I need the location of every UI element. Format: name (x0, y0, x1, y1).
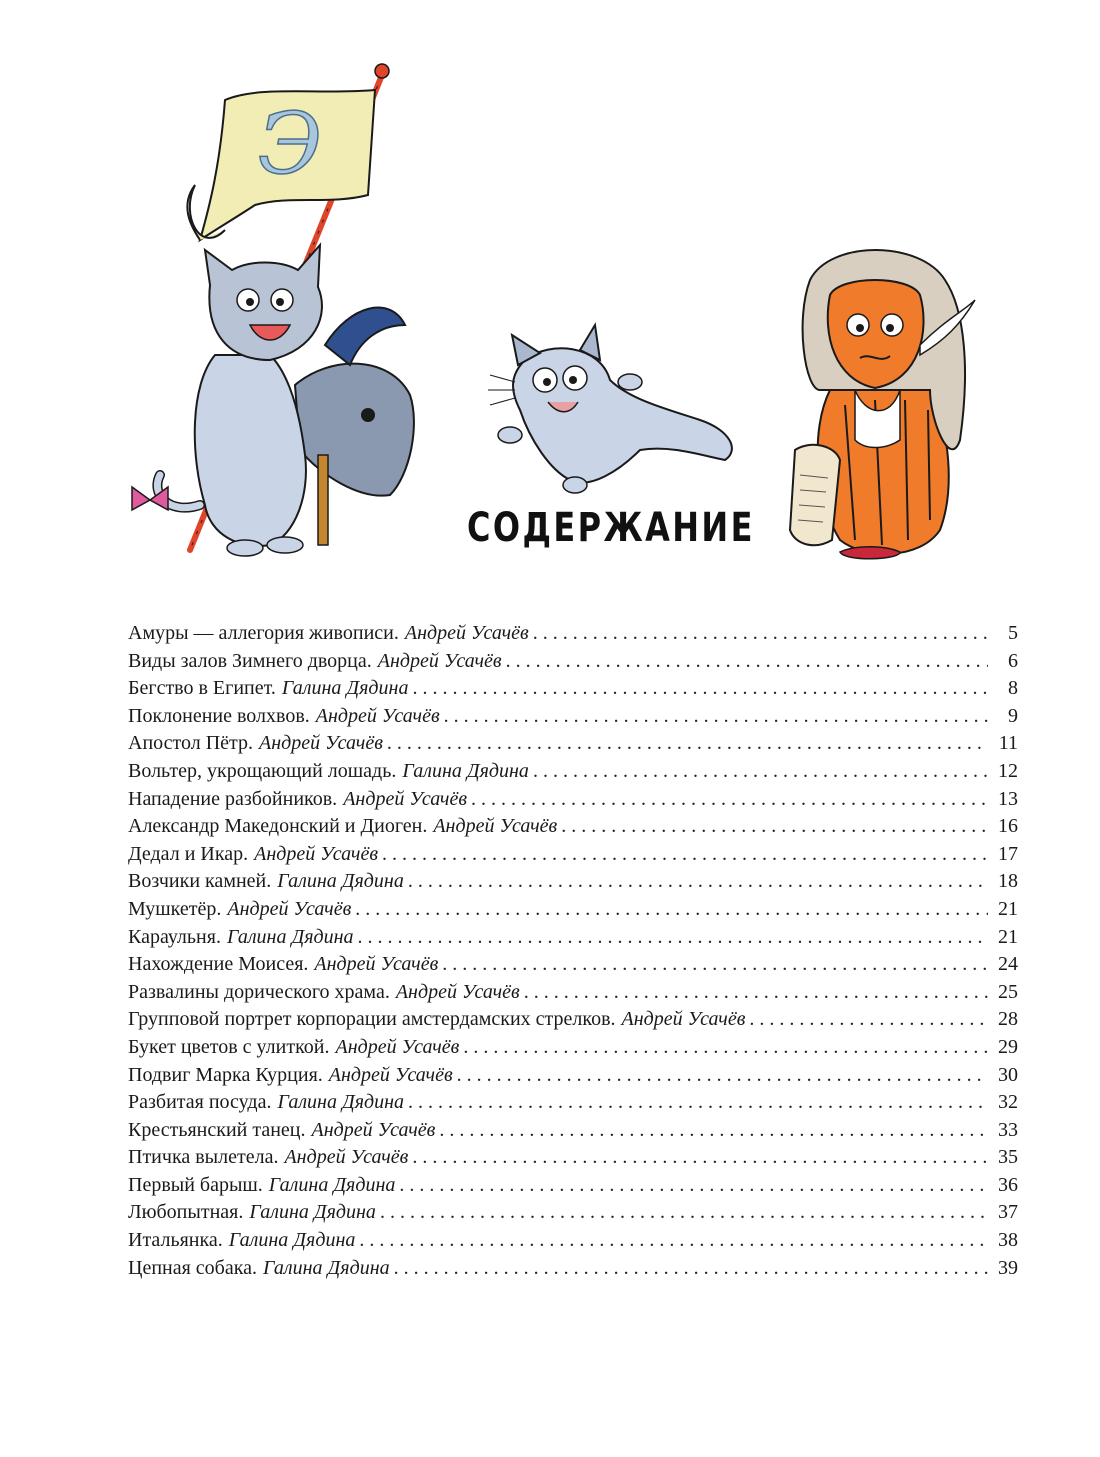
dot-leader (394, 1255, 988, 1283)
toc-page-number: 24 (998, 953, 1018, 976)
cat-helmet-head (205, 245, 322, 360)
toc-title: Виды залов Зимнего дворца. (128, 649, 372, 672)
toc-page-number: 5 (1008, 622, 1018, 644)
toc-entry[interactable] (128, 868, 1018, 896)
tail-bow (132, 487, 168, 510)
dot-leader (749, 1006, 988, 1034)
toc-author: Андрей Усачёв (395, 980, 520, 1003)
plume (325, 308, 405, 365)
dot-leader (506, 648, 988, 676)
toc-title: Апостол Пётр. (128, 732, 254, 755)
dot-leader (408, 1089, 988, 1117)
dot-leader (442, 951, 988, 979)
toc-page-number: 28 (998, 1008, 1018, 1031)
toc-title: Разбитая посуда. (128, 1091, 272, 1114)
dot-leader (355, 896, 988, 924)
toc-title: Караульня. (128, 925, 221, 948)
toc-author: Андрей Усачёв (254, 842, 379, 865)
toc-title: Групповой портрет корпорации амстердамских стрелков. (128, 1008, 616, 1031)
toc-entry[interactable] (128, 924, 1018, 952)
toc-entry[interactable] (128, 1006, 1018, 1034)
toc-author: Андрей Усачёв (311, 1118, 436, 1141)
toc-page-number: 32 (998, 1091, 1018, 1114)
dot-leader (439, 1117, 988, 1145)
toc-entry[interactable] (128, 1199, 1018, 1227)
dot-leader (359, 1227, 988, 1255)
dot-leader (463, 1034, 988, 1062)
toc-author: Андрей Усачёв (227, 897, 352, 920)
toc-author: Андрей Усачёв (328, 1063, 453, 1086)
toc-page-number: 29 (998, 1035, 1018, 1058)
dot-leader (412, 1144, 988, 1172)
toc-author: Андрей Усачёв (284, 1146, 409, 1169)
toc-title: Любопытная. (128, 1201, 244, 1224)
toc-title: Нахождение Моисея. (128, 953, 309, 976)
toc-page-number: 11 (998, 732, 1018, 755)
toc-author: Галина Дядина (277, 1091, 405, 1114)
toc-entry[interactable] (128, 1227, 1018, 1255)
toc-title: Мушкетёр. (128, 897, 222, 920)
dot-leader (382, 841, 988, 869)
toc-author: Галина Дядина (402, 759, 529, 782)
toc-entry[interactable] (128, 841, 1018, 869)
toc-title: Букет цветов с улиткой. (128, 1035, 330, 1058)
toc-entry[interactable] (128, 896, 1018, 924)
toc-title: Вольтер, укрощающий лошадь. (128, 759, 397, 782)
toc-author: Андрей Усачёв (343, 787, 468, 810)
dot-leader (399, 1172, 988, 1200)
dot-leader (533, 758, 988, 786)
dot-leader (408, 868, 988, 896)
toc-page-number: 39 (998, 1256, 1018, 1279)
dot-leader (561, 813, 988, 841)
toc-title: Развалины дорического храма. (128, 980, 390, 1003)
toc-page-number: 17 (998, 842, 1018, 865)
toc-author: Галина Дядина (281, 677, 409, 700)
dot-leader (387, 730, 988, 758)
toc-page-number: 36 (998, 1173, 1018, 1196)
toc-entry[interactable] (128, 786, 1018, 814)
toc-entry[interactable] (128, 813, 1018, 841)
page-title: СОДЕРЖАНИЕ (467, 505, 755, 551)
toc-title: Цепная собака. (128, 1256, 258, 1279)
toc-author: Андрей Усачёв (404, 622, 529, 644)
toc-entry[interactable] (128, 1062, 1018, 1090)
paper-scroll (790, 445, 840, 545)
toc-author: Андрей Усачёв (314, 953, 439, 976)
dot-leader (380, 1199, 988, 1227)
toc-title: Амуры — аллегория живописи. (128, 622, 399, 644)
toc-page-number: 6 (1008, 649, 1018, 672)
dot-leader (444, 703, 988, 731)
toc-page-number: 9 (1008, 704, 1018, 727)
dot-leader (533, 620, 988, 648)
toc-page-number: 21 (998, 925, 1018, 948)
toc-author: Андрей Усачёв (335, 1035, 460, 1058)
toc-entry[interactable] (128, 648, 1018, 676)
toc-entry[interactable] (128, 979, 1018, 1007)
toc-page-number: 33 (998, 1118, 1018, 1141)
cat-body (195, 355, 306, 546)
toc-entry[interactable] (128, 951, 1018, 979)
toc-author: Андрей Усачёв (315, 704, 440, 727)
toc-entry[interactable] (128, 703, 1018, 731)
toc-title: Дедал и Икар. (128, 842, 249, 865)
toc-entry[interactable] (128, 758, 1018, 786)
toc-entry[interactable] (128, 1255, 1018, 1283)
banner-letter: Э (257, 95, 323, 193)
toc-entry[interactable] (128, 1117, 1018, 1145)
toc-entry[interactable] (128, 1172, 1018, 1200)
toc-author: Галина Дядина (277, 870, 404, 893)
toc-page-number: 38 (998, 1229, 1018, 1252)
toc-page-number: 37 (998, 1201, 1018, 1224)
leaping-cat-icon (470, 320, 750, 500)
toc-page-number: 12 (998, 759, 1018, 782)
dot-leader (471, 786, 988, 814)
toc-author: Андрей Усачёв (433, 815, 558, 838)
toc-page-number: 30 (998, 1063, 1018, 1086)
toc-author: Андрей Усачёв (259, 732, 383, 755)
toc-title: Бегство в Египет. (128, 677, 276, 700)
dot-leader (457, 1062, 988, 1090)
toc-entry[interactable] (128, 675, 1018, 703)
dot-leader (524, 979, 988, 1007)
toc-title: Первый барыш. (128, 1173, 263, 1196)
red-shoe (840, 547, 900, 559)
toc-page-number: 25 (998, 980, 1018, 1003)
toc-author: Галина Дядина (226, 925, 354, 948)
toc-title: Подвиг Марка Курция. (128, 1063, 323, 1086)
toc-author: Галина Дядина (249, 1201, 376, 1224)
toc-entry[interactable] (128, 1144, 1018, 1172)
toc-page-number: 18 (998, 870, 1018, 893)
toc-entry[interactable] (128, 1034, 1018, 1062)
toc-page-number: 35 (998, 1146, 1018, 1169)
toc-author: Андрей Усачёв (621, 1008, 746, 1031)
hobby-horse-head (295, 364, 414, 496)
toc-page-number: 13 (998, 787, 1018, 810)
toc-title: Поклонение волхвов. (128, 704, 310, 727)
toc-author: Андрей Усачёв (377, 649, 502, 672)
toc-title: Александр Македонский и Диоген. (128, 815, 428, 838)
toc-title: Крестьянский танец. (128, 1118, 306, 1141)
table-of-contents (128, 620, 1018, 1282)
toc-page-number: 21 (998, 897, 1018, 920)
toc-author: Галина Дядина (263, 1256, 390, 1279)
toc-title: Птичка вылетела. (128, 1146, 279, 1169)
toc-entry[interactable] (128, 730, 1018, 758)
dot-leader (358, 924, 988, 952)
toc-title: Итальянка. (128, 1229, 223, 1252)
toc-page-number: 8 (1008, 677, 1018, 700)
toc-entry[interactable] (128, 1089, 1018, 1117)
toc-author: Галина Дядина (228, 1229, 356, 1252)
toc-page-number: 16 (998, 815, 1018, 838)
scribe-cat-icon (770, 240, 980, 570)
dot-leader (412, 675, 988, 703)
toc-title: Возчики камней. (128, 870, 272, 893)
toc-title: Нападение разбойников. (128, 787, 338, 810)
toc-author: Галина Дядина (268, 1173, 396, 1196)
toc-entry[interactable] (128, 620, 1018, 648)
knight-cat-icon (120, 55, 440, 565)
